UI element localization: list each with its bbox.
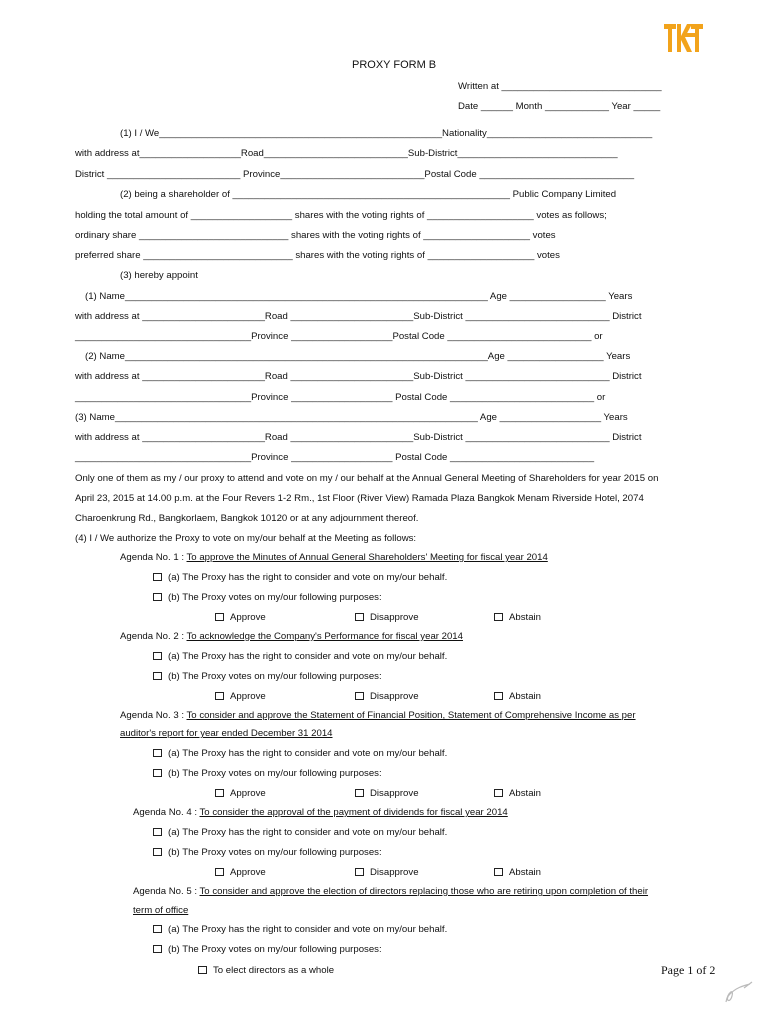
page-number: Page 1 of 2 [661,963,716,977]
shareholder-district-line[interactable]: District _________________________ Province___________________________Postal Code _____________________________ [75,169,635,180]
total-shares-line[interactable]: holding the total amount of ___________________ shares with the voting rights of ____________________ votes as follows; [75,210,607,221]
proxy2-address-line[interactable]: with address at _______________________Road _______________________Sub-District ___________________________ District [75,371,642,382]
checkbox[interactable] [153,593,162,601]
agenda-label: Agenda No. 4 : [133,807,198,818]
agenda-1-option-a[interactable]: (a) The Proxy has the right to consider and vote on my/our behalf. [153,572,447,583]
agenda-3-option-b[interactable]: (b) The Proxy votes on my/our following purposes: [153,768,382,779]
proxy3-address-line[interactable]: with address at _______________________Road _______________________Sub-District ___________________________ District [75,432,642,443]
agenda-4 [133,807,508,818]
checkbox[interactable] [355,613,364,621]
proxy-statement-3: Charoenkrung Rd., Bangkorlaem, Bangkok 10120 or at any adjournment thereof. [75,513,419,524]
proxy2-province-line[interactable]: _________________________________Province ___________________ Postal Code ___________________________ or [75,392,606,403]
agenda-label: Agenda No. 5 : [133,886,198,897]
checkbox[interactable] [153,945,162,953]
signature-icon [720,978,760,1008]
tkt-logo [664,22,712,54]
agenda-label: Agenda No. 1 : [120,552,185,563]
agenda-topic: To consider and approve the election of directors replacing those who are retiring upon completion of their [199,886,649,897]
agenda-4-abstain[interactable]: Abstain [494,867,541,878]
written-at-field[interactable]: Written at ______________________________ [458,81,662,92]
checkbox[interactable] [153,672,162,680]
agenda-1 [120,552,548,563]
agenda-2-disapprove[interactable]: Disapprove [355,691,419,702]
agenda-2-option-b[interactable]: (b) The Proxy votes on my/our following purposes: [153,671,382,682]
agenda-5-topic-cont: term of office [133,905,189,916]
agenda-3 [120,710,636,721]
shareholder-address-line[interactable]: with address at___________________Road___________________________Sub-District______________________________ [75,148,618,159]
checkbox[interactable] [494,692,503,700]
checkbox[interactable] [153,749,162,757]
proxy-statement-2: April 23, 2015 at 14.00 p.m. at the Four Revers 1-2 Rm., 1st Floor (River View) Ramada Plaza Bangkok Menam Riverside Hotel, 2074 [75,493,644,504]
agenda-1-option-b[interactable]: (b) The Proxy votes on my/our following purposes: [153,592,382,603]
checkbox[interactable] [215,868,224,876]
agenda-3-approve[interactable]: Approve [215,788,266,799]
checkbox[interactable] [494,789,503,797]
preferred-share-line[interactable]: preferred share ____________________________ shares with the voting rights of ____________________ votes [75,250,560,261]
checkbox[interactable] [355,789,364,797]
agenda-3-option-a[interactable]: (a) The Proxy has the right to consider and vote on my/our behalf. [153,748,447,759]
checkbox[interactable] [153,652,162,660]
agenda-1-disapprove[interactable]: Disapprove [355,612,419,623]
proxy3-province-line[interactable]: _________________________________Province ___________________ Postal Code ___________________________ [75,452,595,463]
checkbox[interactable] [153,573,162,581]
agenda-label: Agenda No. 3 : [120,710,185,721]
proxy2-name-line[interactable]: (2) Name____________________________________________________________________Age __________________ Years [85,351,631,362]
checkbox[interactable] [215,613,224,621]
agenda-4-option-b[interactable]: (b) The Proxy votes on my/our following purposes: [153,847,382,858]
checkbox[interactable] [355,692,364,700]
agenda-topic: To approve the Minutes of Annual General Shareholders' Meeting for fiscal year 2014 [186,552,548,563]
checkbox[interactable] [153,925,162,933]
proxy-statement-1: Only one of them as my / our proxy to attend and vote on my / our behalf at the Annual General Meeting of Shareholders for year 2015 on [75,473,659,484]
checkbox[interactable] [355,868,364,876]
checkbox[interactable] [215,789,224,797]
agenda-1-abstain[interactable]: Abstain [494,612,541,623]
agenda-4-approve[interactable]: Approve [215,867,266,878]
ordinary-share-line[interactable]: ordinary share ____________________________ shares with the voting rights of ____________________ votes [75,230,556,241]
proxy3-name-line[interactable]: (3) Name____________________________________________________________________ Age ___________________ Years [75,412,628,423]
appoint-heading: (3) hereby appoint [120,270,198,281]
company-line[interactable]: (2) being a shareholder of ____________________________________________________ Public Company Limited [120,189,617,200]
agenda-label: Agenda No. 2 : [120,631,185,642]
elect-as-whole-option[interactable]: To elect directors as a whole [198,965,334,976]
date-field[interactable]: Date ______ Month ____________ Year _____ [458,101,661,112]
authorize-heading: (4) I / We authorize the Proxy to vote on my/our behalf at the Meeting as follows: [75,533,417,544]
agenda-1-approve[interactable]: Approve [215,612,266,623]
agenda-topic: To acknowledge the Company's Performance for fiscal year 2014 [186,631,463,642]
agenda-4-disapprove[interactable]: Disapprove [355,867,419,878]
agenda-topic: To consider the approval of the payment of dividends for fiscal year 2014 [199,807,508,818]
agenda-3-abstain[interactable]: Abstain [494,788,541,799]
agenda-2 [120,631,463,642]
agenda-5-option-a[interactable]: (a) The Proxy has the right to consider and vote on my/our behalf. [153,924,447,935]
agenda-topic: To consider and approve the Statement of Financial Position, Statement of Comprehensive Income as per [186,710,636,721]
page-title: PROXY FORM B [352,59,437,71]
shareholder-name-line[interactable]: (1) I / We_____________________________________________________Nationality_______________________________ [120,128,653,139]
checkbox[interactable] [198,966,207,974]
checkbox[interactable] [494,613,503,621]
proxy1-address-line[interactable]: with address at _______________________Road _______________________Sub-District ___________________________ District [75,311,642,322]
agenda-4-option-a[interactable]: (a) The Proxy has the right to consider and vote on my/our behalf. [153,827,447,838]
agenda-3-topic-cont: auditor's report for year ended December 31 2014 [120,728,333,739]
checkbox[interactable] [153,848,162,856]
agenda-2-approve[interactable]: Approve [215,691,266,702]
proxy1-province-line[interactable]: _________________________________Province ___________________Postal Code ___________________________ or [75,331,603,342]
checkbox[interactable] [215,692,224,700]
proxy1-name-line[interactable]: (1) Name____________________________________________________________________ Age __________________ Years [85,291,633,302]
checkbox[interactable] [153,828,162,836]
checkbox[interactable] [494,868,503,876]
agenda-2-abstain[interactable]: Abstain [494,691,541,702]
agenda-5 [133,886,648,897]
agenda-3-disapprove[interactable]: Disapprove [355,788,419,799]
agenda-2-option-a[interactable]: (a) The Proxy has the right to consider and vote on my/our behalf. [153,651,447,662]
checkbox[interactable] [153,769,162,777]
agenda-5-option-b[interactable]: (b) The Proxy votes on my/our following purposes: [153,944,382,955]
